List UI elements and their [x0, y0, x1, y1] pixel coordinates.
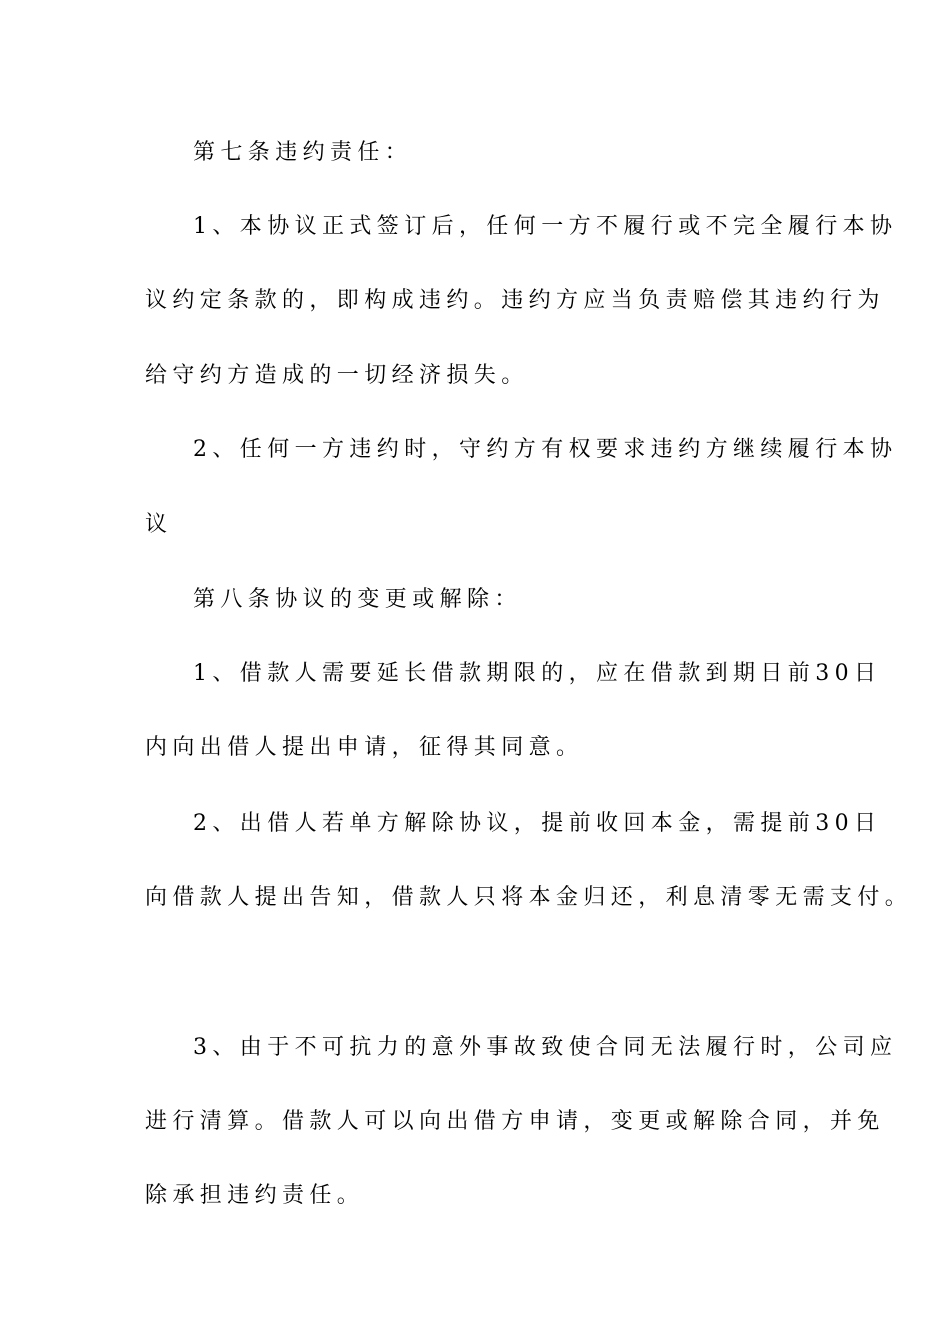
- article-7-heading: 第七条违约责任：: [193, 140, 413, 165]
- article-8-clause-3-line-1: 3、由于不可抗力的意外事故致使合同无法履行时，公司应: [193, 1035, 898, 1060]
- article-7-clause-2-line-1: 2、任何一方违约时，守约方有权要求违约方继续履行本协: [193, 437, 898, 462]
- article-8-clause-3-line-2: 进行清算。借款人可以向出借方申请，变更或解除合同，并免: [145, 1109, 885, 1134]
- article-7-clause-1-line-1: 1、本协议正式签订后，任何一方不履行或不完全履行本协: [193, 214, 898, 239]
- article-8-clause-3-line-3: 除承担违约责任。: [145, 1183, 365, 1208]
- article-7-clause-1-line-2: 议约定条款的，即构成违约。违约方应当负责赔偿其违约行为: [145, 288, 885, 313]
- article-7-clause-2-line-2: 议: [145, 512, 173, 537]
- article-7-clause-1-line-3: 给守约方造成的一切经济损失。: [145, 363, 529, 388]
- article-8-clause-1-line-1: 1、借款人需要延长借款期限的，应在借款到期日前30日: [193, 661, 882, 686]
- article-8-heading: 第八条协议的变更或解除：: [193, 587, 522, 612]
- article-8-clause-2-line-2: 向借款人提出告知，借款人只将本金归还，利息清零无需支付。: [145, 885, 913, 910]
- article-8-clause-1-line-2: 内向出借人提出申请，征得其同意。: [145, 735, 584, 760]
- article-8-clause-2-line-1: 2、出借人若单方解除协议，提前收回本金，需提前30日: [193, 811, 882, 836]
